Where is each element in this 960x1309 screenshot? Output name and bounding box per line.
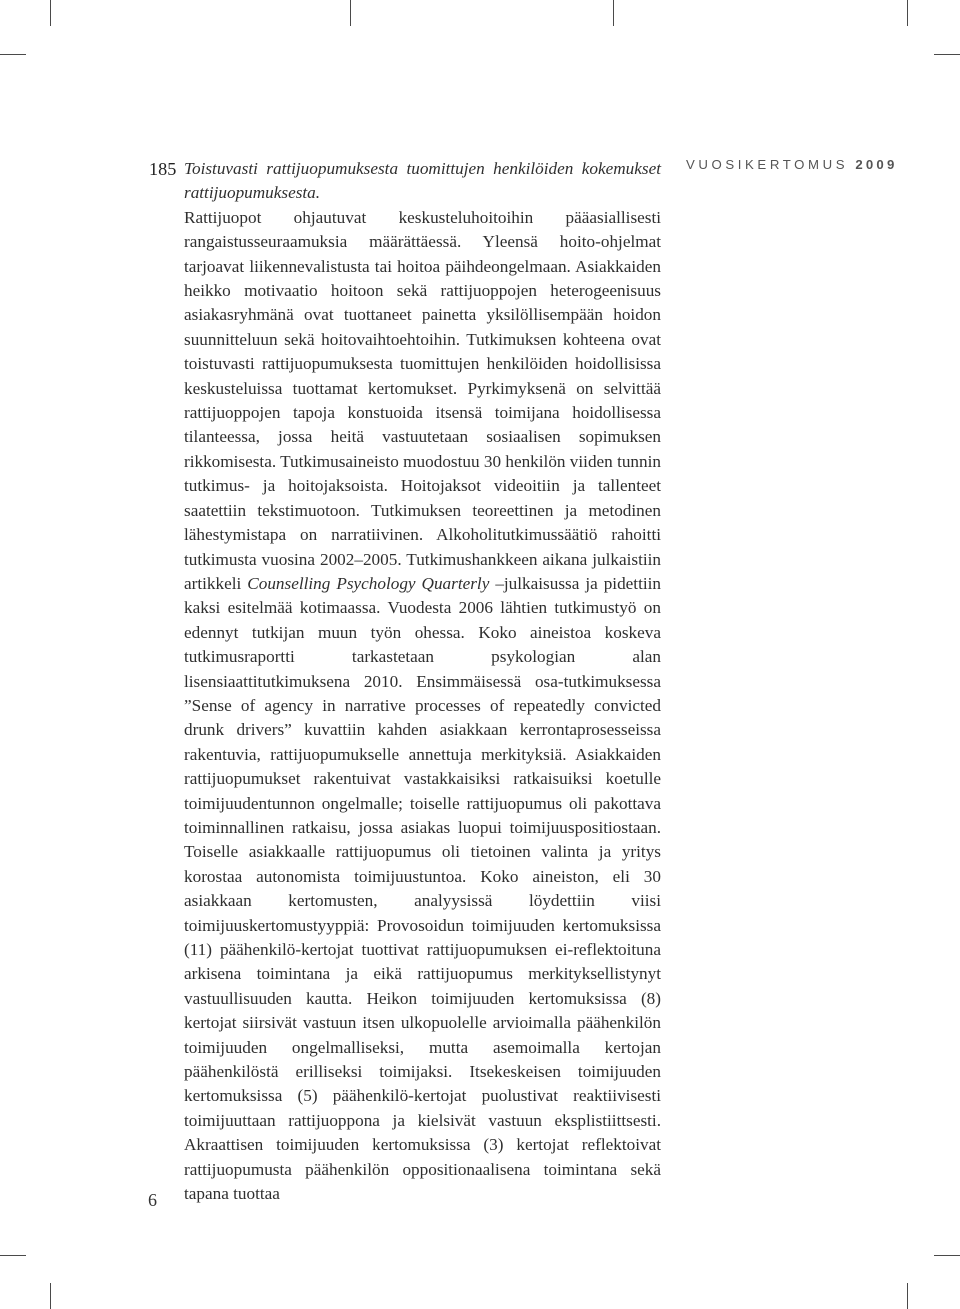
entry-number: 185 [149,159,177,179]
entry-heading [149,157,661,206]
entry-title: Toistuvasti rattijuopumuksesta tuomittujen henkilöiden kokemukset rattijuopumuksesta. [184,159,661,203]
crop-mark-bottom-left [50,1283,51,1309]
entry-body-part-1: Rattijuopot ohjautuvat keskusteluhoitoihin pääasiallisesti rangaistusseuraamuksia määrättäessä. Yleensä hoito-ohjelmat tarjoavat liikennevalistusta tai hoitoa päihdeongelmaan. Asiakkaiden heikko motivaatio hoitoon sekä rattijuoppojen heterogeenisuus asiakasryhmänä ovat tuottaneet painetta yksilöllisempään hoidon suunnitteluun sekä hoitovaihtoehtoihin. Tutkimuksen kohteena ovat toistuvasti rattijuopumuksesta tuomittujen henkilöiden hoidollisissa keskusteluissa tuottamat kertomukset. Pyrkimyksenä on selvittää rattijuoppojen tapoja konstuoida itsensä toimijana hoidollisessa tilanteessa, jossa heitä vastuutetaan sosiaalisen sopimuksen rikkomisesta. Tutkimusaineisto muodostuu 30 henkilön viiden tunnin tutkimus- ja hoitojaksoista. Hoitojaksot videoitiin ja tallenteet saatettiin tekstimuotoon. Tutkimuksen teoreettinen ja metodinen lähestymistapa on narratiivinen. Alkoholitutkimussäätiö rahoitti tutkimusta vuosina 2002–2005. Tutkimushankkeen aikana julkaistiin artikkeli [184,207,661,593]
page-number: 6 [148,1190,157,1210]
running-head-label: VUOSIKERTOMUS [686,157,849,172]
crop-mark-left-bottom [0,1255,26,1256]
crop-mark-left-top [0,54,26,55]
crop-mark-right-top [934,54,960,55]
crop-mark-right-bottom [934,1255,960,1256]
crop-mark-bottom-right [907,1283,908,1309]
running-head-year: 2009 [855,157,898,172]
crop-mark-top-right [907,0,908,26]
crop-mark-top-center [350,0,351,26]
publication-entry [149,157,661,1206]
crop-mark-top-center-right [613,0,614,26]
entry-body [149,206,661,1207]
journal-name: Counselling Psychology Quarterly [247,573,490,593]
entry-body-part-2: –julkaisussa ja pidettiin kaksi esitelmää kotimaassa. Vuodesta 2006 lähtien tutkimustyö on edennyt tutkijan muun työn ohessa. Koko aineistoa koskeva tutkimusraportti tarkastetaan psykologian alan lisensiaattitutkimuksena 2010. Ensimmäisessä osa-tutkimuksessa ”Sense of agency in narrative processes of repeatedly convicted drunk drivers” kuvattiin kahden asiakkaan kerrontaprosesseissa rakentuvia, rattijuopumukselle annettuja merkityksiä. Asiakkaiden rattijuopumukset rakentuivat vastakkaisiksi ratkaisuiksi koetulle toimijuudentunnon ongelmalle; toiselle rattijuopumus oli pakottava toiminnallinen ratkaisu, jossa asiakas luopui toimijuuspositiostaan. Toiselle asiakkaalle rattijuopumus oli tietoinen valinta ja yritys korostaa autonomista toimijuustuntoa. Koko aineiston, eli 30 asiakkaan kertomusten, analyysissä löydettiin viisi toimijuuskertomustyyppiä: Provosoidun toimijuuden kertomuksissa (11) päähenkilö-kertojat tuottivat rattijuopumuksen ei-reflektoituna arkisena toimintana ja eikä rattijuopumus merkityksellistynyt vastuullisuuden kautta. Heikon toimijuuden kertomuksissa (8) kertojat siirsivät vastuun itsen ulkopuolelle arvioimalla päähenkilön toimijuuden ongelmalliseksi, mutta asemoimalla kertojan päähenkilöstä erilliseksi toimijaksi. Itsekeskeisen toimijuuden kertomuksissa (5) päähenkilö-kertojat puolustivat reaktiivisesti toimijuuttaan rattijuoppona ja kielsivät vastuun eksplistiittsesti. Akraattisen toimijuuden kertomuksissa (3) kertojat reflektoivat rattijuopumusta päähenkilön oppositionaalisena toimintana sekä tapana tuottaa [184,573,661,1204]
crop-mark-top-left [50,0,51,26]
running-head [686,157,898,172]
